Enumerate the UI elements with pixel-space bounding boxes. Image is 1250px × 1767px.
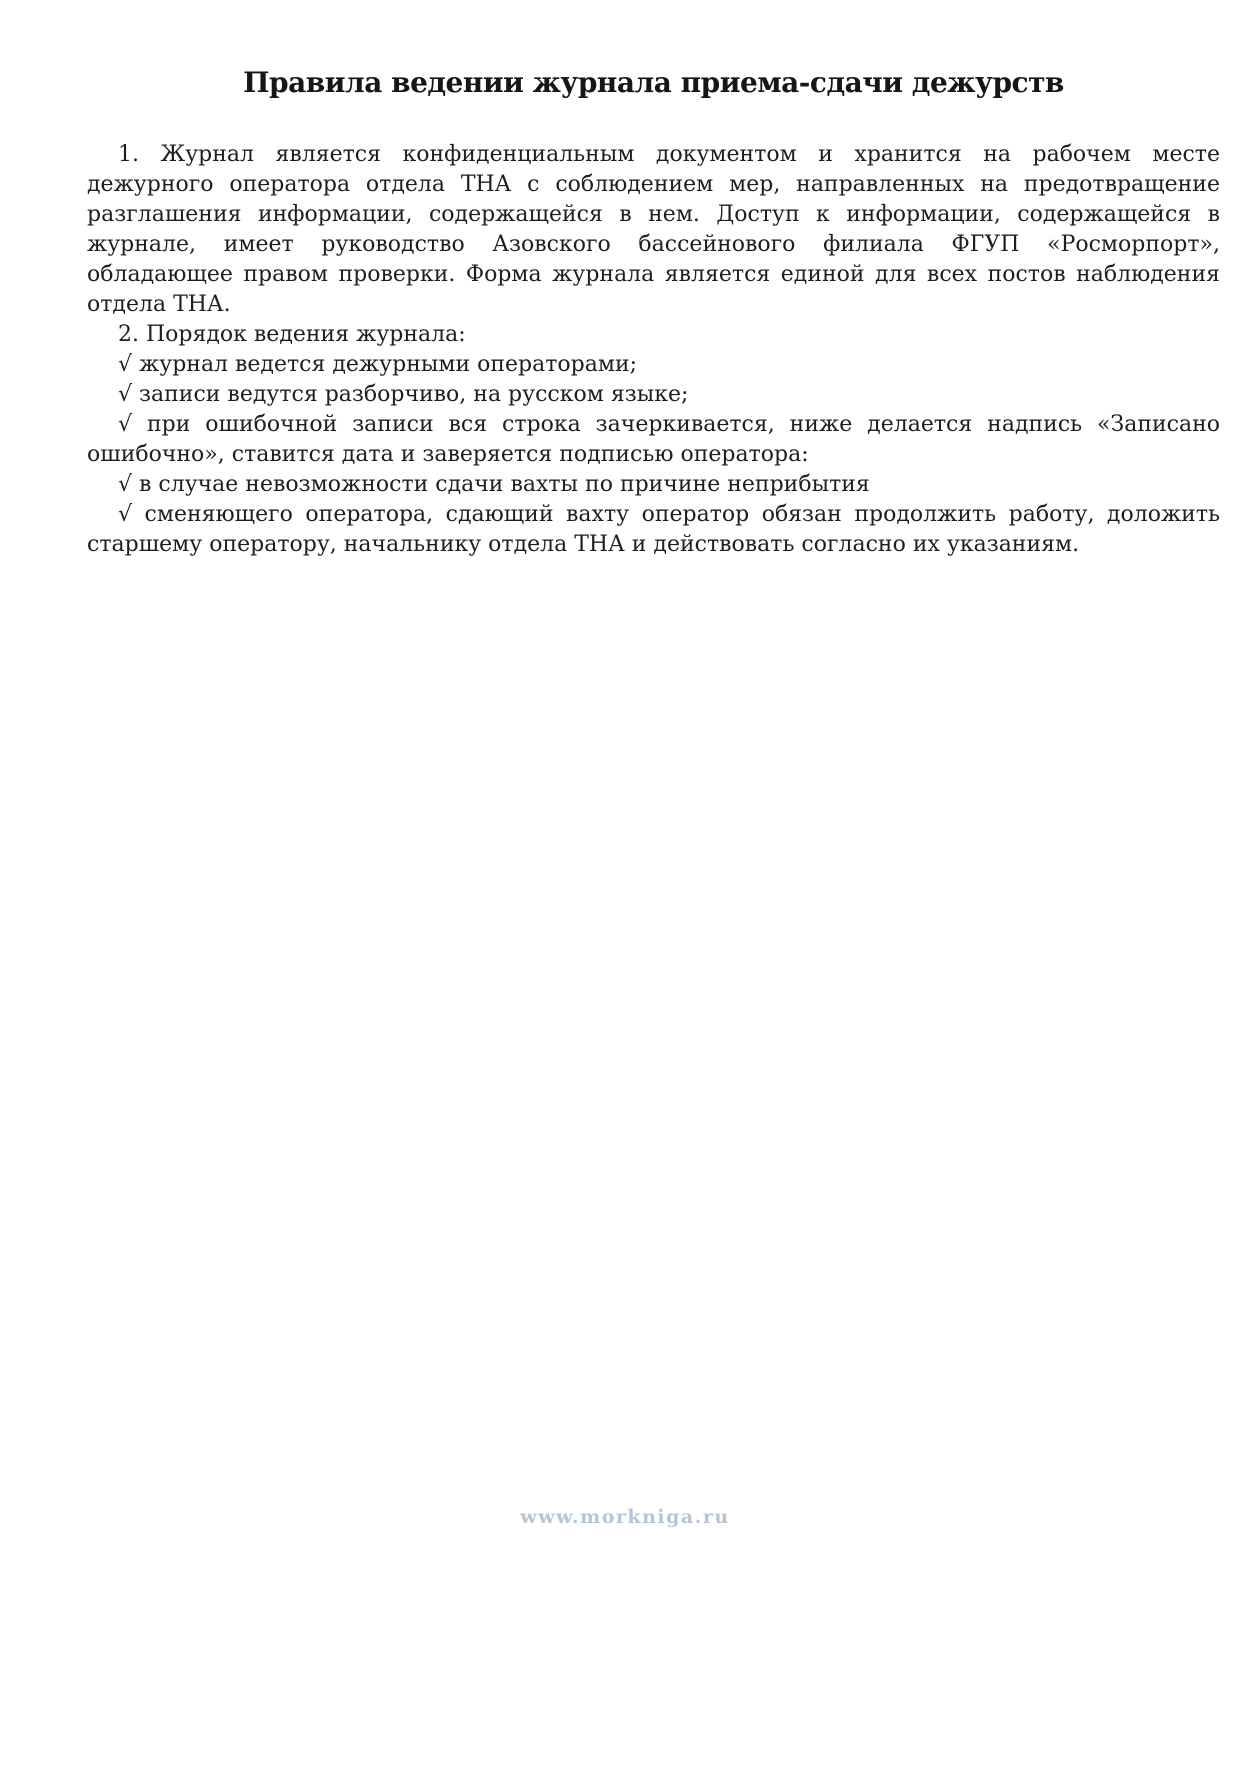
bullet-item-watch-handover-impossible: √ в случае невозможности сдачи вахты по причине неприбытия <box>118 472 870 497</box>
bullet-item-relief-operator: √ сменяющего оператора, сдающий вахту оператор обязан продолжить работу, доложить старшему оператору, начальнику отдела ТНА и действовать согласно их указаниям. <box>87 502 1220 557</box>
paragraph-section-2: 2. Порядок ведения журнала: <box>118 322 466 347</box>
text-block <box>87 0 1220 560</box>
watermark-text: www.morkniga.ru <box>520 1506 730 1528</box>
bullet-item-erroneous-record: √ при ошибочной записи вся строка зачеркивается, ниже делается надпись «Записано ошибочно», ставится дата и заверяется подписью оператора: <box>87 412 1220 467</box>
paragraph-intro: 1. Журнал является конфиденциальным документом и хранится на рабочем месте дежурного оператора отдела ТНА с соблюдением мер, направленных на предотвращение разглашения информации, содержащейся в нем. Доступ к информации, содержащейся в журнале, имеет руководство Азовского бассейнового филиала ФГУП «Росморпорт», обладающее правом проверки. Форма журнала является единой для всех постов наблюдения отдела ТНА. <box>87 142 1220 317</box>
page-title: Правила ведении журнала приема-сдачи дежурств <box>243 66 1064 99</box>
bullet-item-journal-kept: √ журнал ведется дежурными операторами; <box>118 352 638 377</box>
bullet-item-legible-records: √ записи ведутся разборчиво, на русском языке; <box>118 382 689 407</box>
